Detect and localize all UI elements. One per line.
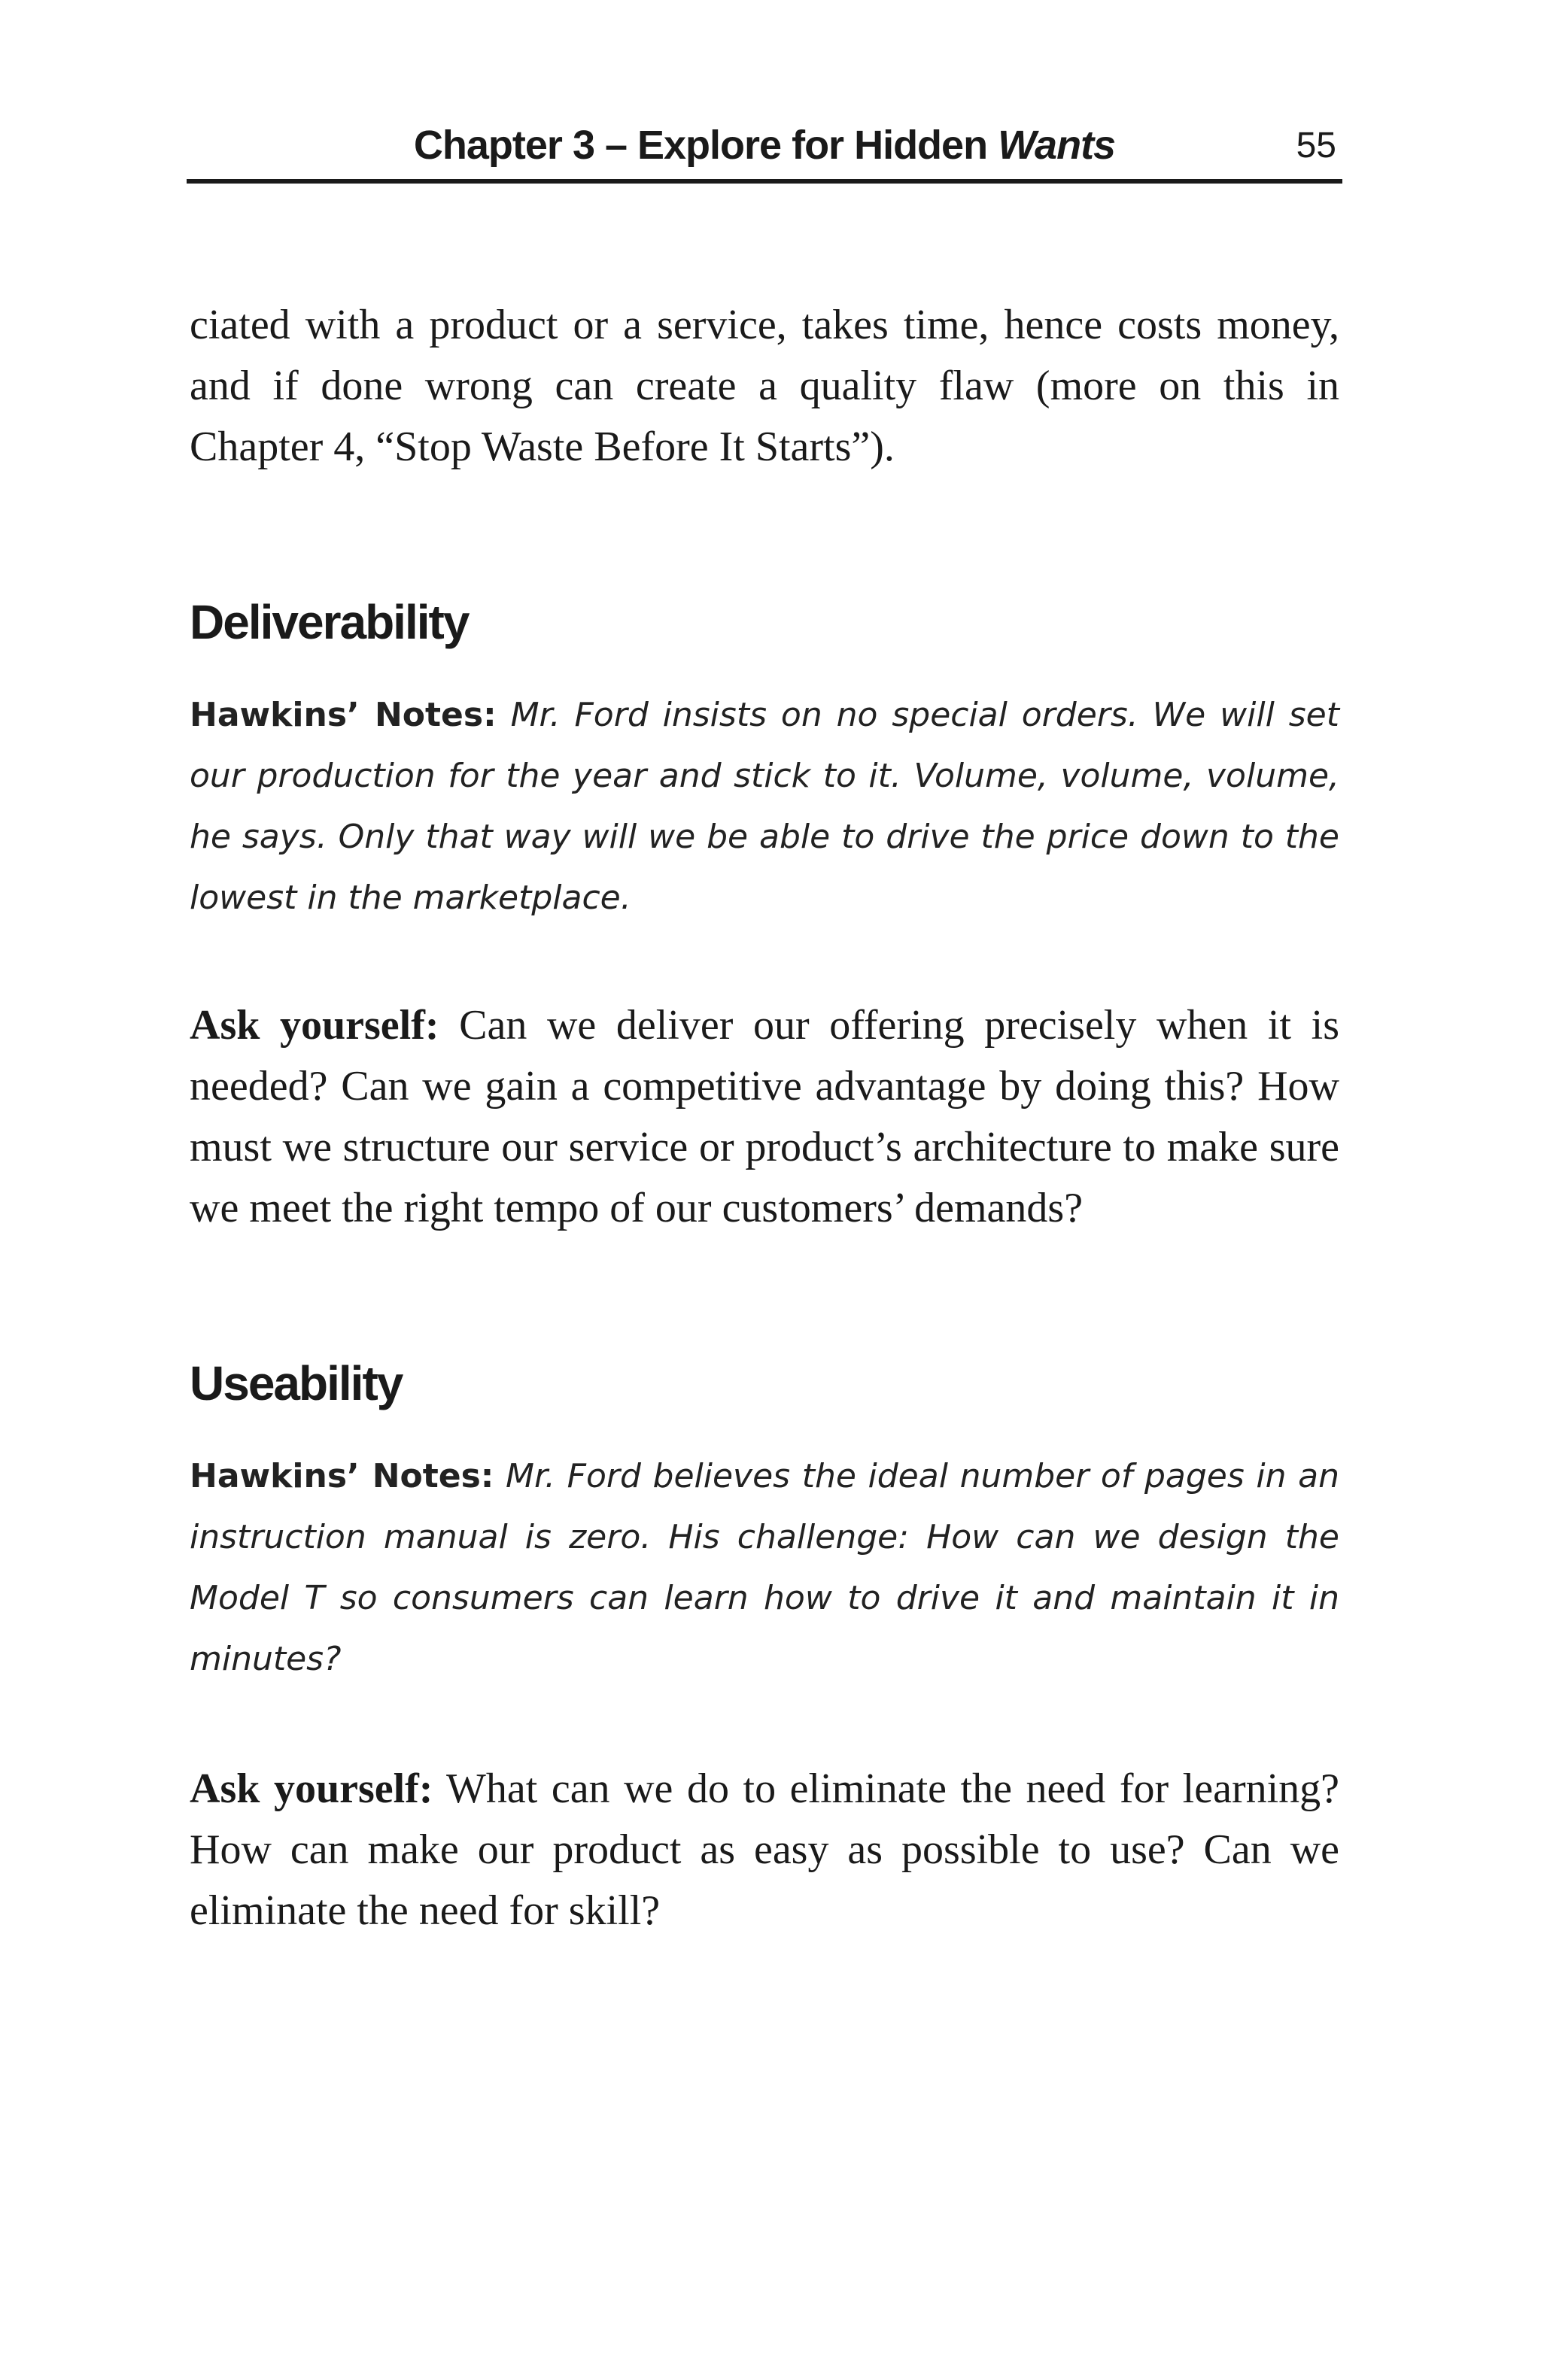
running-header: [187, 113, 1342, 184]
ask-text: What can we do to eliminate the need for learning? How can make our product as easy as possible to use? Can we eliminate the need for skill?: [190, 1765, 1340, 1934]
chapter-title: [187, 122, 1342, 168]
ask-yourself-deliverability: [190, 995, 1339, 1239]
notes-text: Mr. Ford believes the ideal number of pages in an instruction manual is zero. His challenge: How can we design the Model T so consumers can learn how to drive it and maintain it in minutes?: [190, 1457, 1339, 1678]
intro-paragraph: ciated with a product or a service, takes time, hence costs money, and if done wrong can create a quality flaw (more on this in Chapter 4, “Stop Waste Before It Starts”).: [190, 302, 1339, 470]
ask-label: Ask yourself:: [190, 1002, 439, 1049]
hawkins-notes-useability: [190, 1446, 1339, 1689]
section-heading-deliverability: Deliverability: [190, 595, 469, 649]
chapter-title-emphasis: Wants: [998, 123, 1116, 168]
section-heading-useability: Useability: [190, 1356, 403, 1410]
ask-yourself-useability: [190, 1759, 1339, 1941]
notes-text: Mr. Ford insists on no special orders. We will set our production for the year and stick to it. Volume, volume, volume, he says. Only that way will we be able to drive the price down to the lowest in the marketplace.: [190, 696, 1339, 917]
notes-label: Hawkins’ Notes:: [190, 696, 497, 734]
ask-text: Can we deliver our offering precisely when it is needed? Can we gain a competitive advantage by doing this? How must we structure our service or product’s architecture to make sure we meet the right tempo of our customers’ demands?: [190, 1002, 1339, 1231]
notes-label: Hawkins’ Notes:: [190, 1457, 494, 1495]
chapter-title-prefix: Chapter 3 – Explore for Hidden: [413, 123, 998, 168]
ask-label: Ask yourself:: [190, 1765, 433, 1812]
page-number: 55: [1296, 126, 1336, 165]
hawkins-notes-deliverability: [190, 685, 1339, 928]
